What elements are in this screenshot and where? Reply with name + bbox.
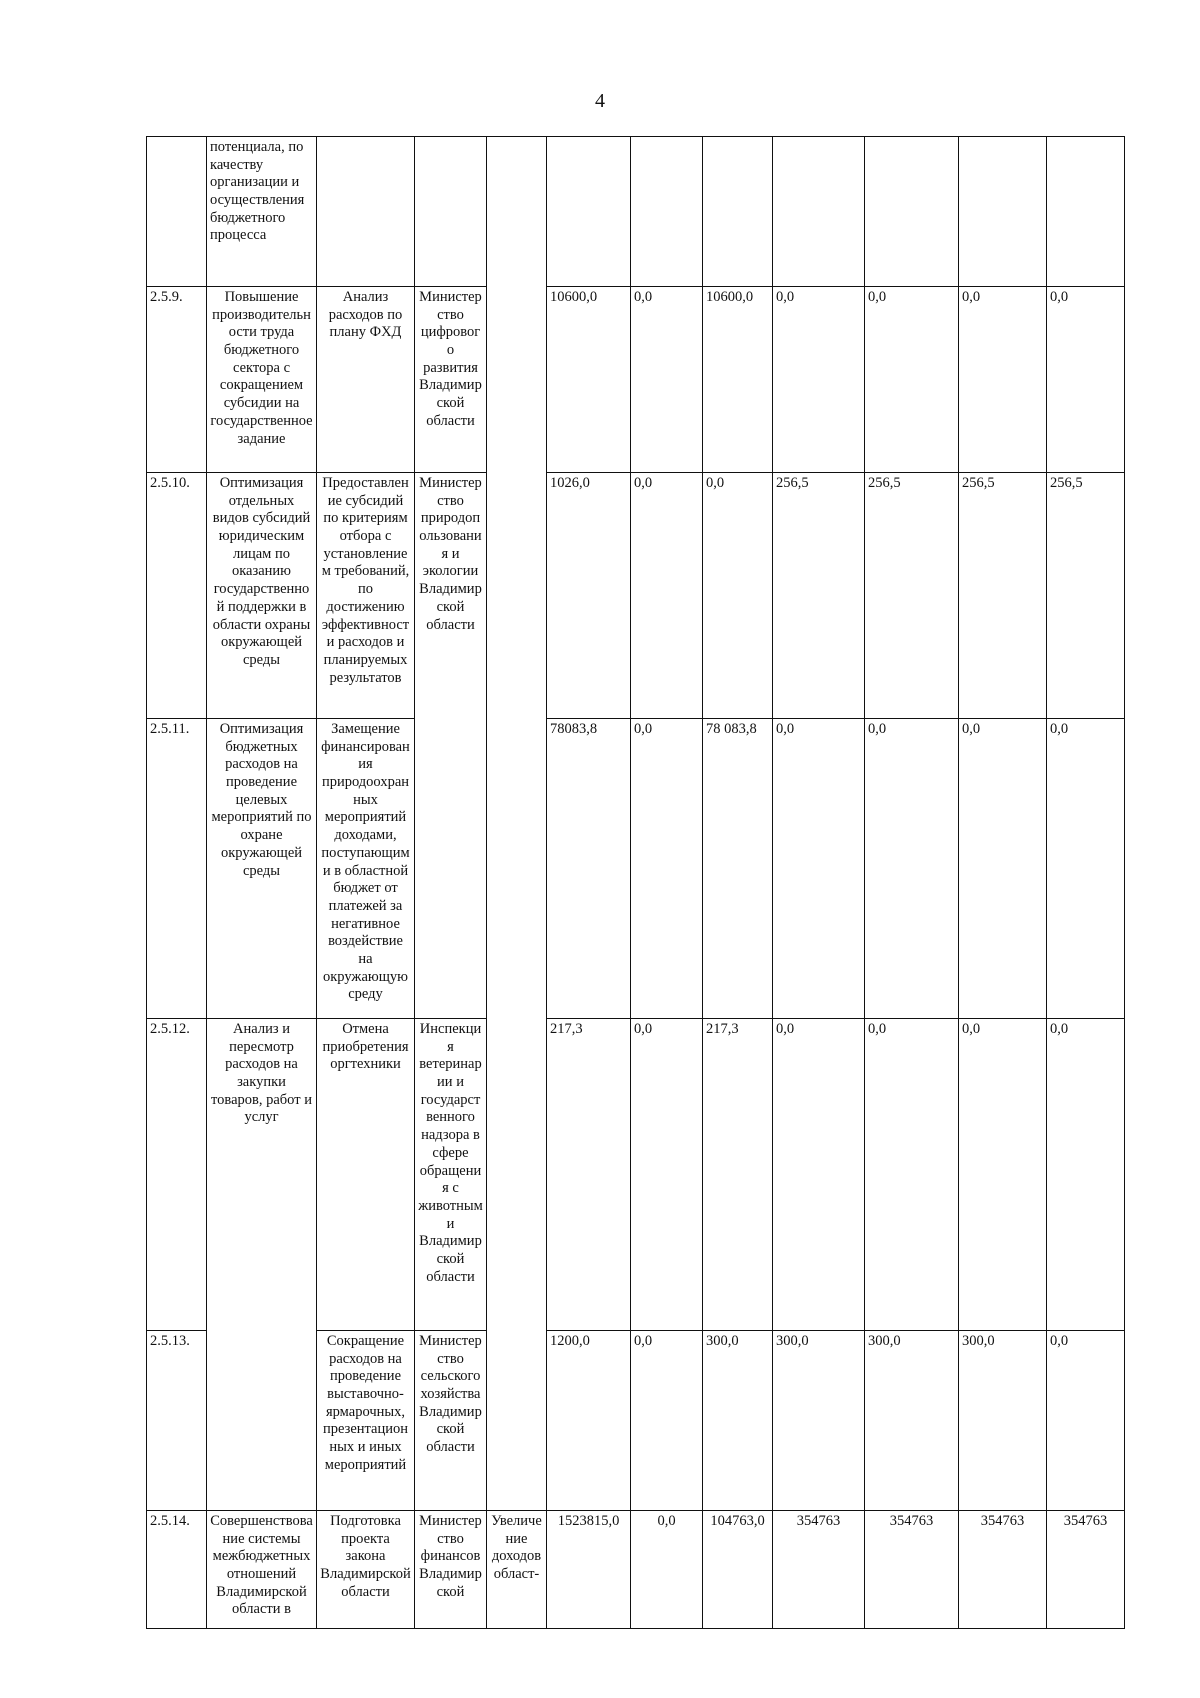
- row-value: 256,5: [865, 473, 959, 719]
- row-value: 10600,0: [703, 287, 773, 473]
- row-value: 0,0: [631, 287, 703, 473]
- row-value: 78083,8: [547, 719, 631, 1019]
- row-value: 354763: [865, 1511, 959, 1629]
- row-value: [547, 137, 631, 287]
- page-number: 4: [595, 90, 605, 112]
- row-value: 10600,0: [547, 287, 631, 473]
- row-value: 0,0: [631, 1331, 703, 1511]
- row-value: [1047, 137, 1125, 287]
- row-executor: Министерство цифрового развития Владимирской области: [415, 287, 487, 473]
- row-value: 300,0: [703, 1331, 773, 1511]
- row-result: [487, 137, 547, 1511]
- row-value: 1523815,0: [547, 1511, 631, 1629]
- row-value: 300,0: [773, 1331, 865, 1511]
- table-row: [147, 287, 1125, 473]
- row-name: Совершенствование системы межбюджетных отношений Владимирской области в: [207, 1511, 317, 1629]
- row-result: Увеличение доходов област-: [487, 1511, 547, 1629]
- row-value: 0,0: [959, 1019, 1047, 1331]
- row-value: 0,0: [773, 719, 865, 1019]
- row-value: 0,0: [631, 1511, 703, 1629]
- row-measure: Замещение финансирования природоохранных мероприятий доходами, поступающими в областной бюджет от платежей за негативное воздействие на окружающую среду: [317, 719, 415, 1019]
- row-value: 354763: [773, 1511, 865, 1629]
- row-value: 0,0: [865, 719, 959, 1019]
- row-executor: Министерство природопользования и экологии Владимирской области: [415, 473, 487, 1019]
- row-value: 300,0: [959, 1331, 1047, 1511]
- row-value: 354763: [959, 1511, 1047, 1629]
- row-measure: Подготовка проекта закона Владимирской области: [317, 1511, 415, 1629]
- row-executor: Инспекция ветеринарии и государственного надзора в сфере обращения с животными Владимирской области: [415, 1019, 487, 1331]
- row-value: 0,0: [631, 719, 703, 1019]
- row-name: Оптимизация отдельных видов субсидий юридическим лицам по оказанию государственной поддержки в области охраны окружающей среды: [207, 473, 317, 719]
- table-row: [147, 1019, 1125, 1331]
- row-value: 78 083,8: [703, 719, 773, 1019]
- row-value: 217,3: [703, 1019, 773, 1331]
- table-row: [147, 473, 1125, 719]
- row-value: 256,5: [959, 473, 1047, 719]
- row-value: 0,0: [1047, 719, 1125, 1019]
- table-row: [147, 1511, 1125, 1629]
- row-value: [865, 137, 959, 287]
- row-number: 2.5.14.: [147, 1511, 207, 1629]
- row-number: 2.5.11.: [147, 719, 207, 1019]
- row-value: 0,0: [1047, 1019, 1125, 1331]
- row-measure: [317, 137, 415, 287]
- row-number: 2.5.13.: [147, 1331, 207, 1511]
- row-measure: Анализ расходов по плану ФХД: [317, 287, 415, 473]
- row-value: 0,0: [631, 1019, 703, 1331]
- row-value: 0,0: [865, 1019, 959, 1331]
- row-value: 0,0: [1047, 1331, 1125, 1511]
- table-row: [147, 719, 1125, 1019]
- row-value: 1200,0: [547, 1331, 631, 1511]
- row-executor: [415, 137, 487, 287]
- row-measure: Предоставление субсидий по критериям отбора с установлением требований, по достижению эффективности расходов и планируемых результатов: [317, 473, 415, 719]
- row-value: 300,0: [865, 1331, 959, 1511]
- row-value: 0,0: [1047, 287, 1125, 473]
- row-name: Повышение производительности труда бюджетного сектора с сокращением субсидии на государственное задание: [207, 287, 317, 473]
- row-value: 0,0: [631, 473, 703, 719]
- measures-table: [146, 136, 1125, 1629]
- row-value: [703, 137, 773, 287]
- row-name: потенциала, по качеству организации и осуществления бюджетного процесса: [207, 137, 317, 287]
- row-value: 1026,0: [547, 473, 631, 719]
- row-value: [631, 137, 703, 287]
- row-executor: Министерство финансов Владимирской: [415, 1511, 487, 1629]
- row-value: [959, 137, 1047, 287]
- row-value: 0,0: [959, 719, 1047, 1019]
- row-number: 2.5.10.: [147, 473, 207, 719]
- row-value: [773, 137, 865, 287]
- row-value: 0,0: [865, 287, 959, 473]
- row-value: 0,0: [703, 473, 773, 719]
- row-number: 2.5.12.: [147, 1019, 207, 1331]
- row-value: 354763: [1047, 1511, 1125, 1629]
- row-number: [147, 137, 207, 287]
- row-value: 256,5: [773, 473, 865, 719]
- table-row: [147, 137, 1125, 287]
- row-measure: Сокращение расходов на проведение выставочно-ярмарочных, презентационных и иных мероприятий: [317, 1331, 415, 1511]
- row-value: 0,0: [959, 287, 1047, 473]
- row-number: 2.5.9.: [147, 287, 207, 473]
- row-value: 217,3: [547, 1019, 631, 1331]
- row-value: 104763,0: [703, 1511, 773, 1629]
- row-name: Анализ и пересмотр расходов на закупки товаров, работ и услуг: [207, 1019, 317, 1511]
- row-executor: Министерство сельского хозяйства Владимирской области: [415, 1331, 487, 1511]
- row-name: Оптимизация бюджетных расходов на проведение целевых мероприятий по охране окружающей среды: [207, 719, 317, 1019]
- row-value: 0,0: [773, 1019, 865, 1331]
- row-value: 256,5: [1047, 473, 1125, 719]
- row-value: 0,0: [773, 287, 865, 473]
- row-measure: Отмена приобретения оргтехники: [317, 1019, 415, 1331]
